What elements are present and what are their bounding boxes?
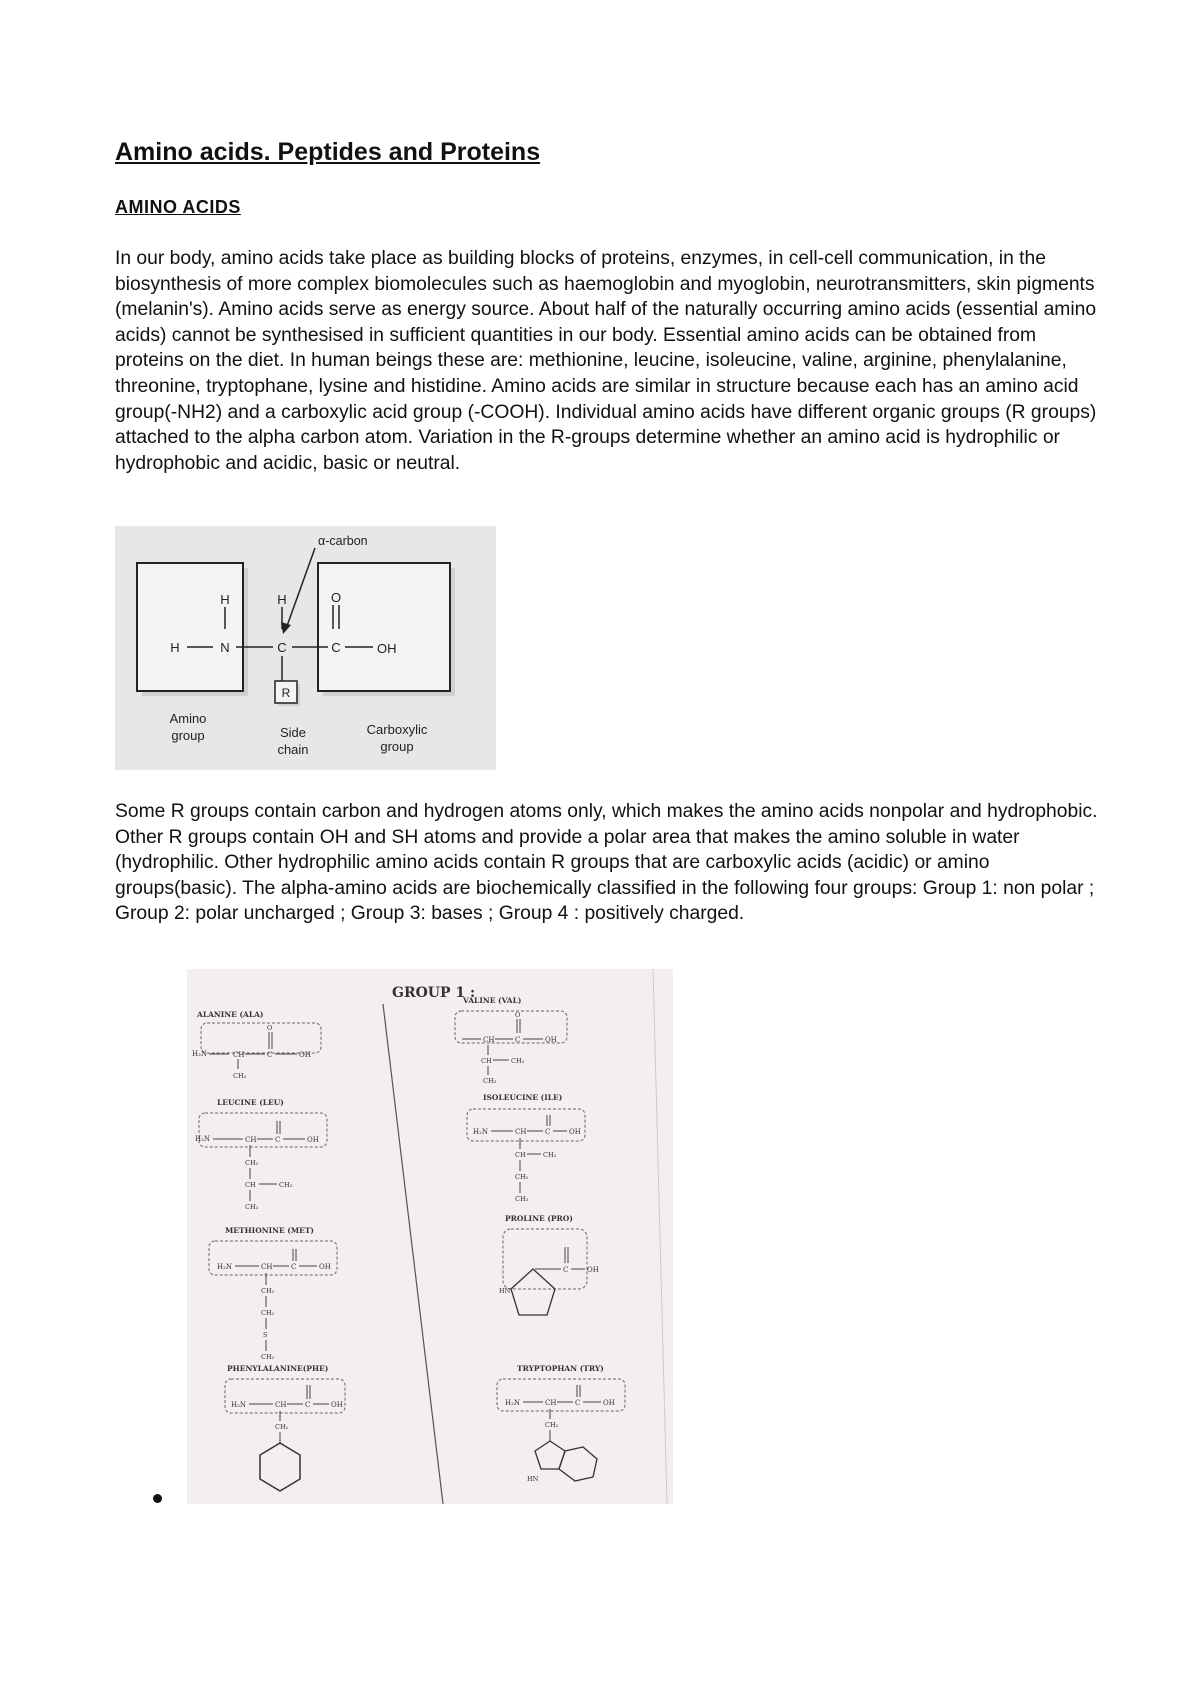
proline-oh: OH xyxy=(587,1266,599,1274)
tryptophan-ch2: CH₂ xyxy=(545,1421,559,1429)
phenylalanine-h2n: H₂N xyxy=(231,1401,247,1409)
leucine-h2n: H₂N xyxy=(195,1135,211,1143)
side-chain-label-2: chain xyxy=(277,742,309,757)
alanine-ch3: CH₃ xyxy=(233,1072,247,1080)
amino-acid-structure-figure xyxy=(115,526,496,770)
atom-oh: OH xyxy=(377,641,397,656)
tryptophan-h2n: H₂N xyxy=(505,1399,521,1407)
alanine-h2n: H₂N xyxy=(192,1050,208,1058)
valine-ch3-a: CH₃ xyxy=(511,1057,525,1065)
leucine-name: LEUCINE (LEU) xyxy=(217,1098,284,1107)
leucine-ch: CH xyxy=(245,1136,257,1144)
valine-ch-branch: CH xyxy=(481,1057,492,1065)
proline-c: C xyxy=(563,1266,569,1274)
leucine-ch-branch: CH xyxy=(245,1181,256,1189)
carboxylic-group-label-2: group xyxy=(380,739,414,754)
leucine-ch3-a: CH₃ xyxy=(279,1181,293,1189)
atom-c-carboxyl: C xyxy=(331,640,341,655)
atom-c-alpha: C xyxy=(277,640,287,655)
carboxylic-group-label-1: Carboxylic xyxy=(366,722,428,737)
alanine-c: C xyxy=(267,1051,273,1059)
methionine-ch: CH xyxy=(261,1263,273,1271)
valine-oh: OH xyxy=(545,1036,557,1044)
methionine-c: C xyxy=(291,1263,297,1271)
list-bullet xyxy=(153,1494,162,1503)
proline-hn: HN xyxy=(499,1287,511,1295)
phenylalanine-oh: OH xyxy=(331,1401,343,1409)
methionine-s: S xyxy=(263,1331,268,1339)
atom-h-left: H xyxy=(170,640,180,655)
phenylalanine-c: C xyxy=(305,1401,311,1409)
atom-o-top: O xyxy=(330,590,342,605)
methionine-h2n: H₂N xyxy=(217,1263,233,1271)
alpha-carbon-label: α-carbon xyxy=(318,534,368,548)
group-1-amino-acids-photo xyxy=(187,969,673,1504)
isoleucine-oh: OH xyxy=(569,1128,581,1136)
side-chain-label-1: Side xyxy=(279,725,307,740)
tryptophan-oh: OH xyxy=(603,1399,615,1407)
isoleucine-name: ISOLEUCINE (ILE) xyxy=(483,1093,563,1102)
atom-n: N xyxy=(220,640,230,655)
tryptophan-hn: HN xyxy=(527,1475,539,1483)
valine-o: O xyxy=(515,1011,521,1019)
valine-ch3-b: CH₃ xyxy=(483,1077,497,1085)
isoleucine-ch-branch: CH xyxy=(515,1151,526,1159)
methionine-name: METHIONINE (MET) xyxy=(225,1226,314,1235)
isoleucine-ch3-a: CH₃ xyxy=(543,1151,557,1159)
phenylalanine-name: PHENYLALANINE(PHE) xyxy=(227,1364,329,1373)
leucine-oh: OH xyxy=(307,1136,319,1144)
alanine-name: ALANINE (ALA) xyxy=(197,1010,264,1019)
isoleucine-h2n: H₂N xyxy=(473,1128,489,1136)
leucine-ch2: CH₂ xyxy=(245,1159,259,1167)
alanine-o: O xyxy=(267,1024,273,1032)
alanine-oh: OH xyxy=(299,1051,311,1059)
tryptophan-ch: CH xyxy=(545,1399,557,1407)
tryptophan-name: TRYPTOPHAN (TRY) xyxy=(517,1364,604,1373)
valine-ch: CH xyxy=(483,1036,495,1044)
amino-group-label-1: Amino xyxy=(169,711,207,726)
methionine-ch2-b: CH₂ xyxy=(261,1309,275,1317)
isoleucine-ch3-b: CH₃ xyxy=(515,1195,529,1203)
tryptophan-c: C xyxy=(575,1399,581,1407)
alanine-ch: CH xyxy=(233,1051,245,1059)
page-title: Amino acids. Peptides and Proteins xyxy=(115,138,541,166)
valine-name: VALINE (VAL) xyxy=(463,996,522,1005)
phenylalanine-ch2: CH₂ xyxy=(275,1423,289,1431)
valine-c: C xyxy=(515,1036,521,1044)
phenylalanine-ch: CH xyxy=(275,1401,287,1409)
atom-r: R xyxy=(281,686,291,700)
atom-h-top-c: H xyxy=(277,592,287,607)
atom-h-top-n: H xyxy=(220,592,230,607)
isoleucine-ch: CH xyxy=(515,1128,527,1136)
isoleucine-c: C xyxy=(545,1128,551,1136)
methionine-ch3: CH₃ xyxy=(261,1353,275,1361)
proline-name: PROLINE (PRO) xyxy=(505,1214,573,1223)
leucine-ch3-b: CH₃ xyxy=(245,1203,259,1211)
intro-paragraph: In our body, amino acids take place as building blocks of proteins, enzymes, in cell-cell communication, in the biosynthesis of more complex biomolecules such as haemoglobin and myoglobin, neurotransmitters, skin pigments (melanin's). Amino acids serve as energy source. About half of the naturally occurring amino acids (essential amino acids) cannot be synthesised in sufficient quantities in our body. Essential amino acids can be obtained from proteins on the diet. In human beings these are: methionine, leucine, isoleucine, valine, arginine, phenylalanine, threonine, tryptophane, lysine and histidine. Amino acids are similar in structure because each has an amino acid group(-NH2) and a carboxylic acid group (-COOH). Individual amino acids have different organic groups (R groups) attached to the alpha carbon atom. Variation in the R-groups determine whether an amino acid is hydrophilic or hydrophobic and acidic, basic or neutral. xyxy=(115,248,1097,474)
r-groups-paragraph: Some R groups contain carbon and hydrogen atoms only, which makes the amino acids nonpolar and hydrophobic. Other R groups contain OH and SH atoms and provide a polar area that makes the amino soluble in water (hydrophilic. Other hydrophilic amino acids contain R groups that are carboxylic acids (acidic) or amino groups(basic). The alpha-amino acids are biochemically classified in the following four groups: Group 1: non polar ; Group 2: polar uncharged ; Group 3: bases ; Group 4 : positively charged. xyxy=(115,801,1098,925)
leucine-c: C xyxy=(275,1136,281,1144)
group-1-title: GROUP 1 : xyxy=(392,985,476,1001)
methionine-oh: OH xyxy=(319,1263,331,1271)
methionine-ch2-a: CH₂ xyxy=(261,1287,275,1295)
isoleucine-ch2: CH₂ xyxy=(515,1173,529,1181)
amino-group-label-2: group xyxy=(171,728,205,743)
section-heading: AMINO ACIDS xyxy=(115,197,241,217)
